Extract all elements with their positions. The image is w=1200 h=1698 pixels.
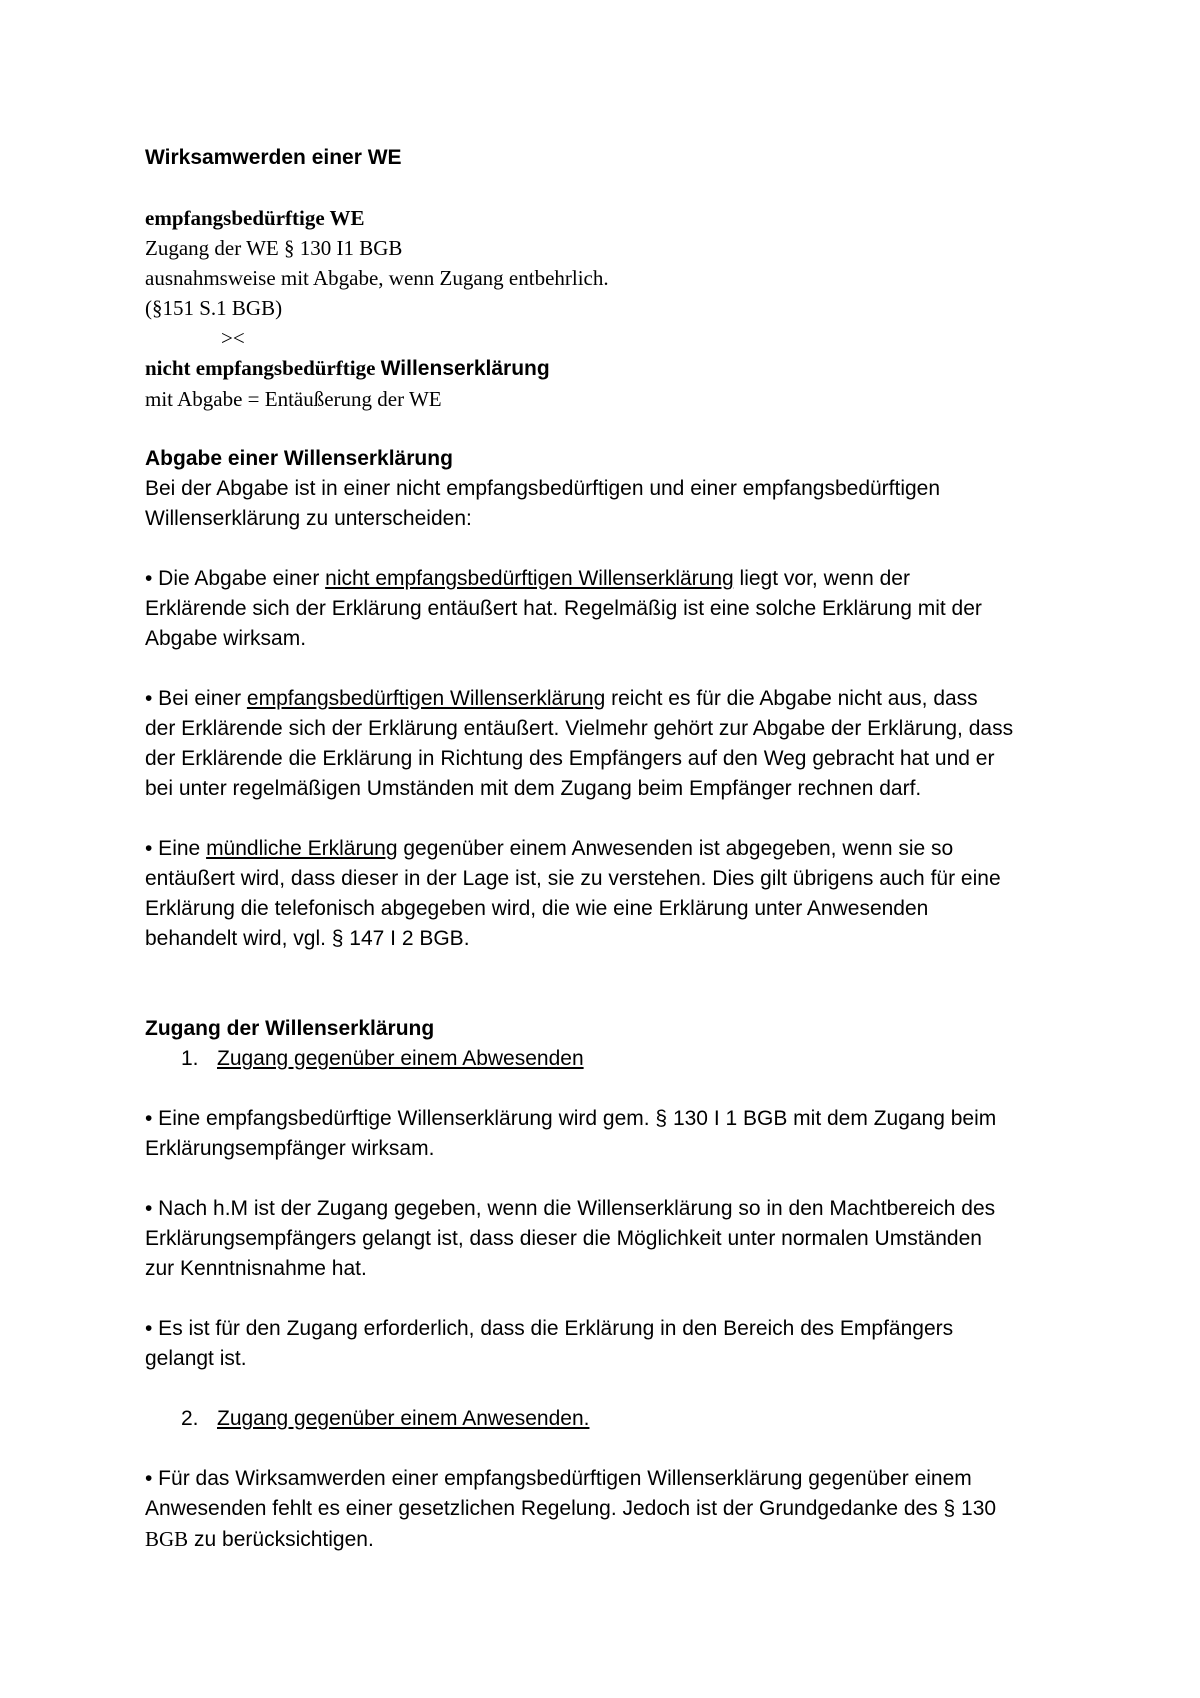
list-item-label: Zugang gegenüber einem Anwesenden. xyxy=(217,1407,590,1430)
text-line: Bei der Abgabe ist in einer nicht empfangsbedürftigen und einer empfangsbedürftigen xyxy=(145,477,941,500)
text-line: zur Kenntnisnahme hat. xyxy=(145,1257,367,1280)
text-run: liegt vor, wenn der xyxy=(733,567,910,590)
text-line: der Erklärende sich der Erklärung entäußert. Vielmehr gehört zur Abgabe der Erklärung, dass xyxy=(145,717,1014,740)
text-run: reicht es für die Abgabe nicht aus, dass xyxy=(605,687,978,710)
text-line: Abgabe wirksam. xyxy=(145,627,307,650)
spacer xyxy=(145,954,1085,1014)
text-run: • Eine xyxy=(145,837,207,860)
text-line: Willenserklärung zu unterscheiden: xyxy=(145,507,472,530)
text-line: (§151 S.1 BGB) xyxy=(145,296,283,320)
list-number: 1. xyxy=(181,1047,199,1070)
text-run: zu berücksichtigen. xyxy=(188,1528,374,1551)
spacer xyxy=(145,1284,1085,1314)
spacer xyxy=(145,1074,1085,1104)
text-line: Erklärung die telefonisch abgegeben wird, die wie eine Erklärung unter Anwesenden xyxy=(145,897,929,920)
underlined-term: empfangsbedürftigen Willenserklärung xyxy=(246,687,606,710)
list-item-label: Zugang gegenüber einem Abwesenden xyxy=(217,1047,584,1070)
spacer xyxy=(145,1164,1085,1194)
text-line: Erklärungsempfängers gelangt ist, dass dieser die Möglichkeit unter normalen Umständen xyxy=(145,1227,982,1250)
section-heading-nicht-empfangsbeduerftig xyxy=(145,353,1085,384)
text-line: • Eine empfangsbedürftige Willenserklärung wird gem. § 130 I 1 BGB mit dem Zugang beim xyxy=(145,1107,997,1130)
spacer xyxy=(145,173,1085,203)
spacer xyxy=(145,534,1085,564)
spacer xyxy=(145,1374,1085,1404)
text-line: ausnahmsweise mit Abgabe, wenn Zugang entbehrlich. xyxy=(145,266,609,290)
text-line: entäußert wird, dass dieser in der Lage ist, sie zu verstehen. Dies gilt übrigens auch für eine xyxy=(145,867,1001,890)
bullet-paragraph-line xyxy=(145,564,1085,594)
document-title: Wirksamwerden einer WE xyxy=(145,146,402,169)
spacer xyxy=(145,414,1085,444)
text-line: • Für das Wirksamwerden einer empfangsbedürftigen Willenserklärung gegenüber einem xyxy=(145,1467,972,1490)
text-line: mit Abgabe = Entäußerung der WE xyxy=(145,387,442,411)
text-line: bei unter regelmäßigen Umständen mit dem Zugang beim Empfänger rechnen darf. xyxy=(145,777,922,800)
text-run: • Bei einer xyxy=(145,687,247,710)
text-line xyxy=(145,1524,1085,1555)
text-line: Anwesenden fehlt es einer gesetzlichen Regelung. Jedoch ist der Grundgedanke des § 130 xyxy=(145,1497,997,1520)
spacer xyxy=(145,804,1085,834)
list-item-2 xyxy=(145,1404,1085,1434)
text-run: gegenüber einem Anwesenden ist abgegeben, wenn sie so xyxy=(397,837,954,860)
spacer xyxy=(145,1434,1085,1464)
text-run: • Die Abgabe einer xyxy=(145,567,326,590)
text-line: • Es ist für den Zugang erforderlich, dass die Erklärung in den Bereich des Empfängers xyxy=(145,1317,954,1340)
contrast-symbol: >< xyxy=(221,326,245,350)
list-number: 2. xyxy=(181,1407,199,1430)
bullet-paragraph-line xyxy=(145,684,1085,714)
text-line: der Erklärende die Erklärung in Richtung des Empfängers auf den Weg gebracht hat und er xyxy=(145,747,995,770)
text-line: Zugang der WE § 130 I1 BGB xyxy=(145,236,403,260)
text-line: Erklärungsempfänger wirksam. xyxy=(145,1137,435,1160)
section-heading-zugang: Zugang der Willenserklärung xyxy=(145,1017,435,1040)
spacer xyxy=(145,654,1085,684)
list-item-1 xyxy=(145,1044,1085,1074)
text-line: Erklärende sich der Erklärung entäußert hat. Regelmäßig ist eine solche Erklärung mit der xyxy=(145,597,982,620)
text-run: BGB xyxy=(145,1527,189,1551)
document-body xyxy=(145,143,1085,1555)
text-line: behandelt wird, vgl. § 147 I 2 BGB. xyxy=(145,927,470,950)
heading-part: Willenserklärung xyxy=(380,357,550,380)
text-line: • Nach h.M ist der Zugang gegeben, wenn die Willenserklärung so in den Machtbereich des xyxy=(145,1197,996,1220)
underlined-term: nicht empfangsbedürftigen Willenserklärung xyxy=(325,567,734,590)
underlined-term: mündliche Erklärung xyxy=(206,837,398,860)
heading-part: nicht empfangsbedürftige xyxy=(145,356,381,380)
bullet-paragraph-line xyxy=(145,834,1085,864)
text-line: gelangt ist. xyxy=(145,1347,247,1370)
section-heading-empfangsbeduerftig: empfangsbedürftige WE xyxy=(145,206,365,230)
section-heading-abgabe: Abgabe einer Willenserklärung xyxy=(145,447,453,470)
